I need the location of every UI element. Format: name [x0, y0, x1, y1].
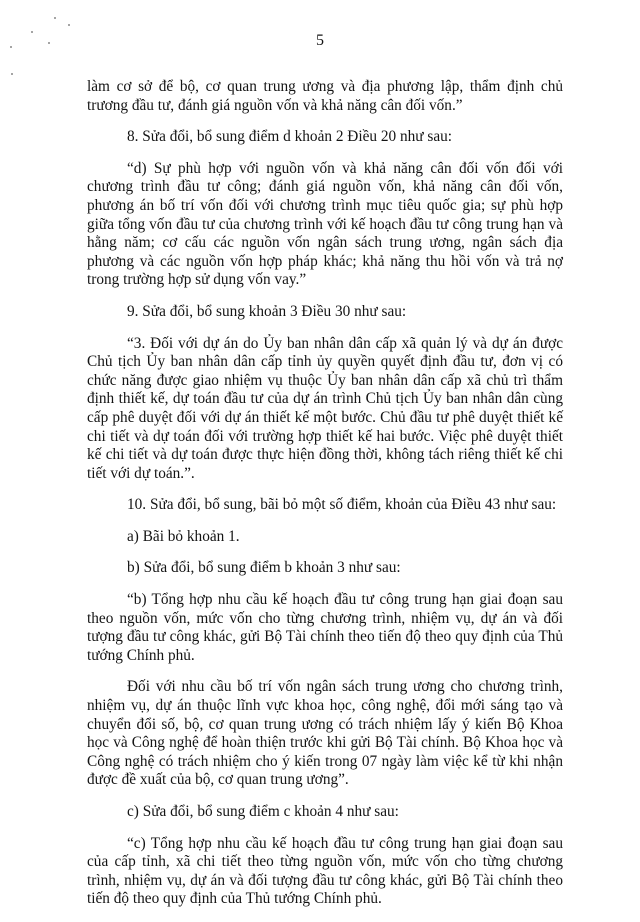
amendment-heading-9: 9. Sửa đổi, bổ sung khoản 3 Điều 30 như sau: — [127, 302, 407, 320]
amendment-heading-8: 8. Sửa đổi, bổ sung điểm d khoản 2 Điều 20 như sau: — [127, 128, 453, 146]
scan-speck — [68, 24, 70, 26]
scan-speck — [11, 73, 13, 75]
scan-speck — [48, 42, 50, 44]
quoted-clause-3: “3. Đối với dự án do Ủy ban nhân dân cấp xã quản lý và dự án được Chủ tịch Ủy ban nhân dân cấp tỉnh ủy quyền quyết định đầu tư, đơn vị có chức năng được giao nhiệm vụ thuộc Ủy ban nhân dân cấp xã chủ trì thẩm định thiết kế, dự toán đầu tư của dự án trình Chủ tịch Ủy ban nhân dân cùng cấp phê duyệt đối với dự án thiết kế một bước. Chủ đầu tư phê duyệt thiết kế chi tiết và dự toán đối với trường hợp thiết kế hai bước. Việc phê duyệt thiết kế chi tiết và dự toán được thực hiện đồng thời, không tách riêng thiết kế chi tiết với dự toán.”. — [87, 334, 563, 482]
quoted-clause-d: “d) Sự phù hợp với nguồn vốn và khả năng cân đối vốn đối với chương trình đầu tư công; đánh giá nguồn vốn, khả năng cân đối vốn, phương án bố trí vốn đối với chương trình mục tiêu quốc gia; sự phù hợp giữa tổng vốn đầu tư của chương trình với kế hoạch đầu tư công trung hạn và hằng năm; cơ cấu các nguồn vốn ngân sách trung ương, ngân sách địa phương và các nguồn vốn hợp pháp khác; khả năng thu hồi vốn và trả nợ trong trường hợp sử dụng vốn vay.” — [87, 159, 563, 289]
scan-speck — [10, 46, 12, 48]
item-a: a) Bãi bỏ khoản 1. — [127, 527, 240, 545]
quoted-clause-b: “b) Tổng hợp nhu cầu kế hoạch đầu tư công trung hạn giai đoạn sau theo nguồn vốn, mức vốn cho từng chương trình, nhiệm vụ, dự án và đối tượng đầu tư công khác, gửi Bộ Tài chính theo tiến độ theo quy định của Thủ tướng Chính phủ. — [87, 591, 563, 664]
quoted-clause-c: “c) Tổng hợp nhu cầu kế hoạch đầu tư công trung hạn giai đoạn sau của cấp tỉnh, xã chi tiết theo từng nguồn vốn, mức vốn cho từng chương trình, nhiệm vụ, dự án và đối tượng đầu tư công khác, gửi Bộ Tài chính theo tiến độ theo quy định của Thủ tướng Chính phủ. — [87, 834, 563, 908]
document-body — [87, 78, 563, 922]
scan-speck — [54, 17, 56, 19]
page-number: 5 — [316, 32, 324, 49]
paragraph-continuation: làm cơ sở để bộ, cơ quan trung ương và địa phương lập, thẩm định chủ trương đầu tư, đánh giá nguồn vốn và khả năng cân đối vốn.” — [87, 78, 563, 114]
amendment-heading-10: 10. Sửa đổi, bổ sung, bãi bỏ một số điểm, khoản của Điều 43 như sau: — [127, 496, 557, 514]
item-c: c) Sửa đổi, bổ sung điểm c khoản 4 như sau: — [127, 803, 399, 820]
quoted-clause-b-continued: Đối với nhu cầu bố trí vốn ngân sách trung ương cho chương trình, nhiệm vụ, dự án thuộc lĩnh vực khoa học, công nghệ, đổi mới sáng tạo và chuyển đổi số, bộ, cơ quan trung ương có trách nhiệm lấy ý kiến Bộ Khoa học và Công nghệ để hoàn thiện trước khi gửi Bộ Tài chính. Bộ Khoa học và Công nghệ có trách nhiệm cho ý kiến trong 07 ngày làm việc kể từ khi nhận được đề xuất của bộ, cơ quan trung ương”. — [87, 678, 563, 789]
scan-speck — [31, 31, 33, 33]
item-b: b) Sửa đổi, bổ sung điểm b khoản 3 như sau: — [127, 559, 401, 577]
